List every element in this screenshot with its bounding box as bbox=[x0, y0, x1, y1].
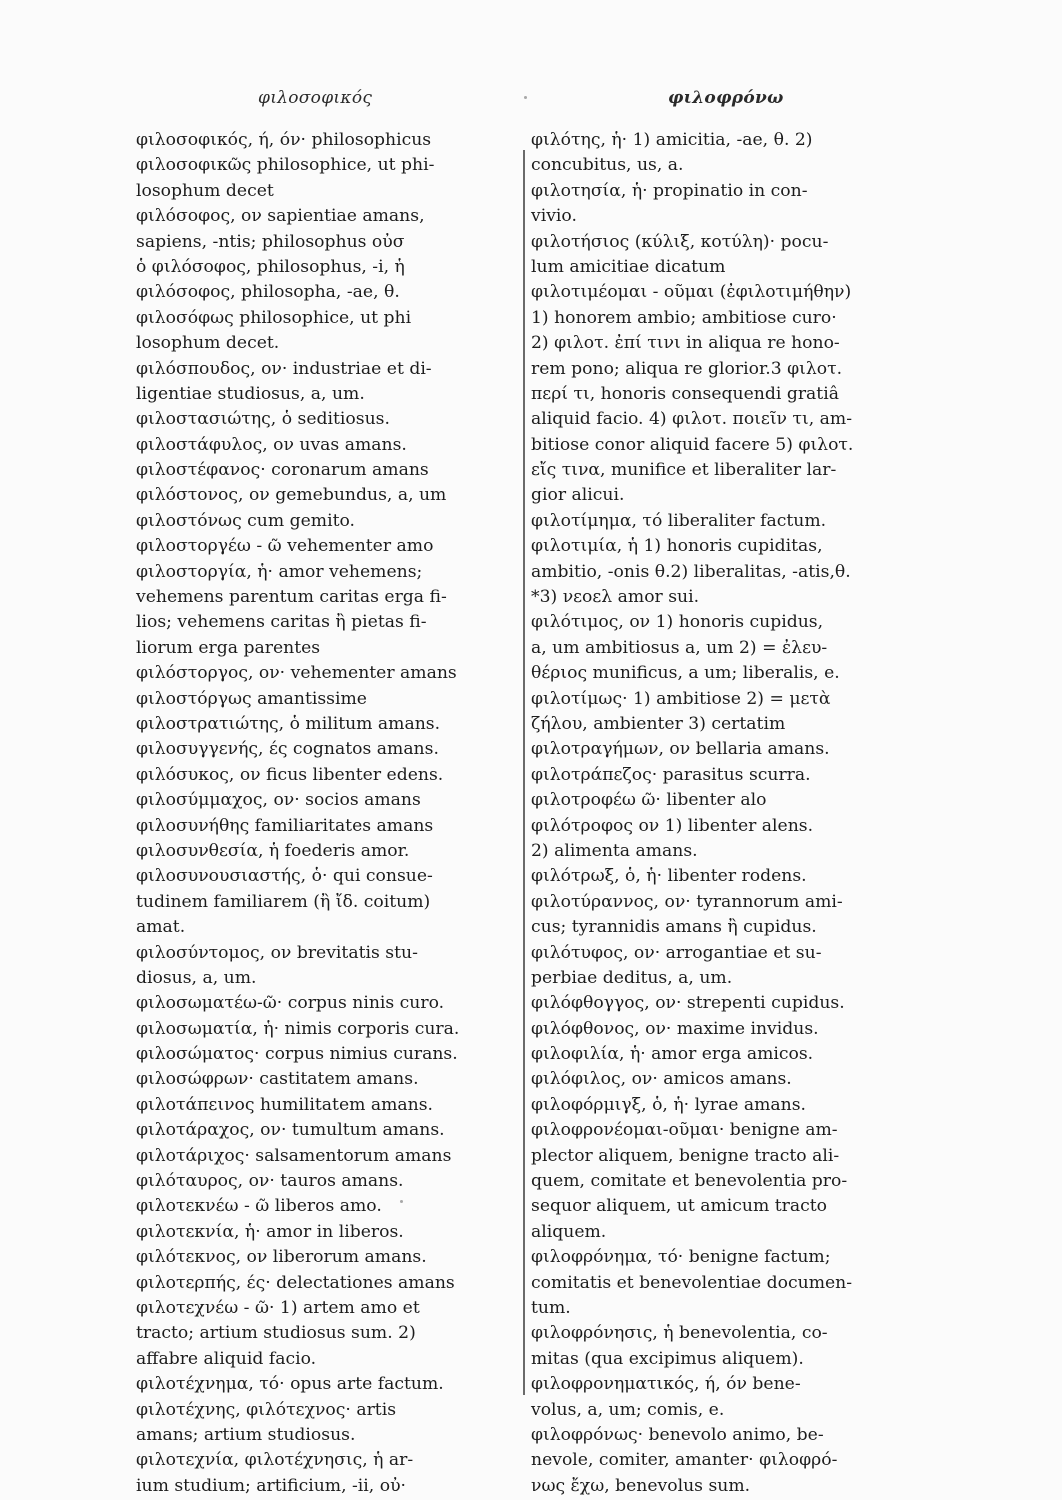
entry-line: φιλοτροφέω ῶ· libenter alo bbox=[531, 790, 767, 811]
entry-line: lios; vehemens caritas ἢ pietas fi- bbox=[136, 612, 427, 633]
ink-speck bbox=[400, 1200, 403, 1203]
entry-line: φιλοτιμέομαι - οῦμαι (ἐφιλοτιμήθην) bbox=[531, 282, 852, 303]
entry-line: tum. bbox=[531, 1297, 571, 1318]
right-column bbox=[531, 128, 921, 1499]
entry-line: φιλοτάραχος, ον· tumultum amans. bbox=[136, 1120, 445, 1141]
entry-line: ὁ φιλόσοφος, philosophus, -i, ἡ bbox=[136, 256, 405, 277]
entry-line: φιλοστόνως cum gemito. bbox=[136, 510, 355, 531]
entry-line: φιλοφόρμιγξ, ὁ, ἡ· lyrae amans. bbox=[531, 1094, 807, 1115]
entry-line: 2) alimenta amans. bbox=[531, 840, 698, 861]
entry-line: mitas (qua excipimus aliquem). bbox=[531, 1348, 804, 1369]
entry-line: φιλοσυνουσιαστής, ὁ· qui consue- bbox=[136, 866, 433, 887]
entry-line: φιλοτραγήμων, ον bellaria amans. bbox=[531, 739, 830, 760]
entry-line: φιλοσώματος· corpus nimius curans. bbox=[136, 1044, 458, 1065]
entry-line: sequor aliquem, ut amicum tracto bbox=[531, 1196, 827, 1217]
entry-line: vivio. bbox=[531, 206, 577, 227]
entry-line: concubitus, us, a. bbox=[531, 155, 684, 176]
entry-line: quem, comitate et benevolentia pro- bbox=[531, 1171, 848, 1192]
left-column bbox=[136, 128, 516, 1499]
entry-line: περί τι, honoris consequendi gratiâ bbox=[531, 383, 839, 404]
entry-line: φιλοφρονέομαι-οῦμαι· benigne am- bbox=[531, 1120, 838, 1141]
entry-line: ligentiae studiosus, a, um. bbox=[136, 383, 365, 404]
entry-line: φιλοτάπεινος humilitatem amans. bbox=[136, 1094, 434, 1115]
entry-line: φιλοσοφικῶς philosophice, ut phi- bbox=[136, 155, 435, 176]
entry-line: φιλότεκνος, ον liberorum amans. bbox=[136, 1247, 427, 1268]
entry-line: φιλοτεκνία, ἡ· amor in liberos. bbox=[136, 1221, 404, 1242]
entry-line: perbiae deditus, a, um. bbox=[531, 967, 733, 988]
entry-line: φιλοτησία, ἡ· propinatio in con- bbox=[531, 180, 808, 201]
entry-line: liorum erga parentes bbox=[136, 637, 321, 658]
entry-line: φιλοστοργία, ἡ· amor vehemens; bbox=[136, 561, 423, 582]
entry-line: 2) φιλοτ. ἐπί τινι in aliqua re hono- bbox=[531, 333, 840, 354]
entry-line: φιλοσυνήθης familiaritates amans bbox=[136, 815, 434, 836]
entry-line: vehemens parentum caritas erga fi- bbox=[136, 587, 447, 608]
entry-line: φιλοτεχνέω - ῶ· 1) artem amo et bbox=[136, 1297, 420, 1318]
entry-line: φιλοστέφανος· coronarum amans bbox=[136, 460, 429, 481]
entry-line: φιλοστοργέω - ῶ vehementer amo bbox=[136, 536, 434, 557]
entry-line: φιλοφιλία, ἡ· amor erga amicos. bbox=[531, 1044, 814, 1065]
entry-line: φιλοτίμημα, τό liberaliter factum. bbox=[531, 510, 827, 531]
entry-line: φιλόστονος, ον gemebundus, a, um bbox=[136, 485, 447, 506]
entry-line: φιλόφθονος, ον· maxime invidus. bbox=[531, 1018, 819, 1039]
entry-line: φιλοστάφυλος, ον uvas amans. bbox=[136, 434, 407, 455]
entry-line: comitatis et benevolentiae documen- bbox=[531, 1272, 853, 1293]
entry-line: tudinem familiarem (ἢ ἴδ. coitum) bbox=[136, 891, 431, 912]
entry-line: ζήλου, ambienter 3) certatim bbox=[531, 713, 786, 734]
entry-line: φιλοστρατιώτης, ὁ militum amans. bbox=[136, 713, 441, 734]
entry-line: aliquid facio. 4) φιλοτ. ποιεῖν τι, am- bbox=[531, 409, 852, 430]
entry-line: φιλοσωματία, ἡ· nimis corporis cura. bbox=[136, 1018, 460, 1039]
entry-line: φιλοτίμως· 1) ambitiose 2) = μετὰ bbox=[531, 688, 831, 709]
entry-line: φιλοτεχνία, φιλοτέχνησις, ἡ ar- bbox=[136, 1450, 414, 1471]
entry-line: lum amicitiae dicatum bbox=[531, 256, 726, 277]
entry-line: φιλότης, ἡ· 1) amicitia, -ae, θ. 2) bbox=[531, 130, 813, 150]
entry-line: φιλόσοφος, philosopha, -ae, θ. bbox=[136, 282, 400, 303]
entry-line: *3) νεοελ amor sui. bbox=[531, 587, 700, 608]
entry-line: φιλόσοφος, ον sapientiae amans, bbox=[136, 206, 425, 227]
entry-line: φιλοτύραννος, ον· tyrannorum ami- bbox=[531, 891, 843, 912]
entry-line: φιλόταυρος, ον· tauros amans. bbox=[136, 1171, 404, 1192]
column-divider bbox=[523, 150, 525, 1395]
running-header-left: φιλοσοφικός bbox=[258, 88, 373, 108]
entry-line: diosus, a, um. bbox=[136, 967, 257, 988]
entry-line: tracto; artium studiosus sum. 2) bbox=[136, 1323, 416, 1344]
entry-line: φιλοσόφως philosophice, ut phi bbox=[136, 307, 412, 328]
entry-line: φιλοσυνθεσία, ἡ foederis amor. bbox=[136, 840, 410, 861]
entry-line: sapiens, -ntis; philosophus οὐσ bbox=[136, 231, 405, 252]
entry-line: φιλοσύντομος, ον brevitatis stu- bbox=[136, 942, 418, 963]
entry-line: φιλόστοργος, ον· vehementer amans bbox=[136, 663, 457, 684]
entry-line: losophum decet. bbox=[136, 333, 280, 354]
entry-line: εἴς τινα, munifice et liberaliter lar- bbox=[531, 460, 837, 481]
entry-line: bitiose conor aliquid facere 5) φιλοτ. bbox=[531, 434, 854, 455]
entry-line: φιλοτιμία, ἡ 1) honoris cupiditas, bbox=[531, 536, 823, 557]
entry-line: volus, a, um; comis, e. bbox=[531, 1399, 725, 1420]
entry-line: φιλοφρόνημα, τό· benigne factum; bbox=[531, 1247, 831, 1268]
entry-line: cus; tyrannidis amans ἢ cupidus. bbox=[531, 917, 817, 938]
entry-line: φιλοσωματέω-ῶ· corpus ninis curo. bbox=[136, 993, 445, 1014]
entry-line: φιλότυφος, ον· arrogantiae et su- bbox=[531, 942, 822, 963]
entry-line: affabre aliquid facio. bbox=[136, 1348, 317, 1369]
entry-line: φιλότροφος ον 1) libenter alens. bbox=[531, 815, 814, 836]
entry-line: φιλοτέχνης, φιλότεχνος· artis bbox=[136, 1399, 397, 1420]
entry-line: φιλοφρονηματικός, ή, όν bene- bbox=[531, 1374, 801, 1395]
entry-line: a, um ambitiosus a, um 2) = ἐλευ- bbox=[531, 637, 828, 658]
entry-line: φιλόφθογγος, ον· strepenti cupidus. bbox=[531, 993, 845, 1014]
entry-line: φιλοστόργως amantissime bbox=[136, 688, 367, 709]
entry-line: ambitio, -onis θ.2) liberalitas, -atis,θ. bbox=[531, 561, 851, 582]
entry-line: φιλοφρόνησις, ἡ benevolentia, co- bbox=[531, 1323, 828, 1344]
entry-line: φιλοτράπεζος· parasitus scurra. bbox=[531, 764, 811, 785]
entry-line: ium studium; artificium, -ii, οὐ· bbox=[136, 1475, 406, 1496]
entry-line: φιλοφρόνως· benevolo animo, be- bbox=[531, 1424, 824, 1445]
entry-line: φιλοτήσιος (κύλιξ, κοτύλη)· pocu- bbox=[531, 231, 829, 252]
entry-line: amans; artium studiosus. bbox=[136, 1424, 356, 1445]
entry-line: θέριος munificus, a um; liberalis, e. bbox=[531, 663, 840, 684]
entry-line: φιλόσπουδος, ον· industriae et di- bbox=[136, 358, 432, 379]
entry-line: φιλοσώφρων· castitatem amans. bbox=[136, 1069, 419, 1090]
ink-speck bbox=[524, 96, 527, 99]
entry-line: φιλοτέχνημα, τό· opus arte factum. bbox=[136, 1374, 444, 1395]
entry-line: 1) honorem ambio; ambitiose curo· bbox=[531, 307, 837, 328]
entry-line: rem pono; aliqua re glorior.3 φιλοτ. bbox=[531, 358, 843, 379]
entry-line: gior alicui. bbox=[531, 485, 625, 506]
entry-line: φιλοσοφικός, ή, όν· philosophicus bbox=[136, 130, 432, 150]
entry-line: φιλοτερπής, ές· delectationes amans bbox=[136, 1272, 455, 1293]
entry-line: νως ἔχω, benevolus sum. bbox=[531, 1475, 751, 1496]
entry-line: φιλότρωξ, ὁ, ἡ· libenter rodens. bbox=[531, 866, 807, 887]
entry-line: φιλοτεκνέω - ῶ liberos amo. bbox=[136, 1196, 382, 1217]
entry-line: φιλοσύμμαχος, ον· socios amans bbox=[136, 790, 421, 811]
entry-line: φιλόσυκος, ον ficus libenter edens. bbox=[136, 764, 444, 785]
entry-line: φιλοστασιώτης, ὁ seditiosus. bbox=[136, 409, 390, 430]
entry-line: φιλόφιλος, ον· amicos amans. bbox=[531, 1069, 792, 1090]
entry-line: nevole, comiter, amanter· φιλοφρό- bbox=[531, 1450, 838, 1471]
entry-line: φιλότιμος, ον 1) honoris cupidus, bbox=[531, 612, 824, 633]
entry-line: φιλοσυγγενής, ές cognatos amans. bbox=[136, 739, 439, 760]
entry-line: amat. bbox=[136, 917, 186, 938]
entry-line: losophum decet bbox=[136, 180, 274, 201]
entry-line: aliquem. bbox=[531, 1221, 607, 1242]
entry-line: φιλοτάριχος· salsamentorum amans bbox=[136, 1145, 452, 1166]
entry-line: plector aliquem, benigne tracto ali- bbox=[531, 1145, 840, 1166]
running-header-right: φιλοφρόνω bbox=[668, 88, 784, 108]
